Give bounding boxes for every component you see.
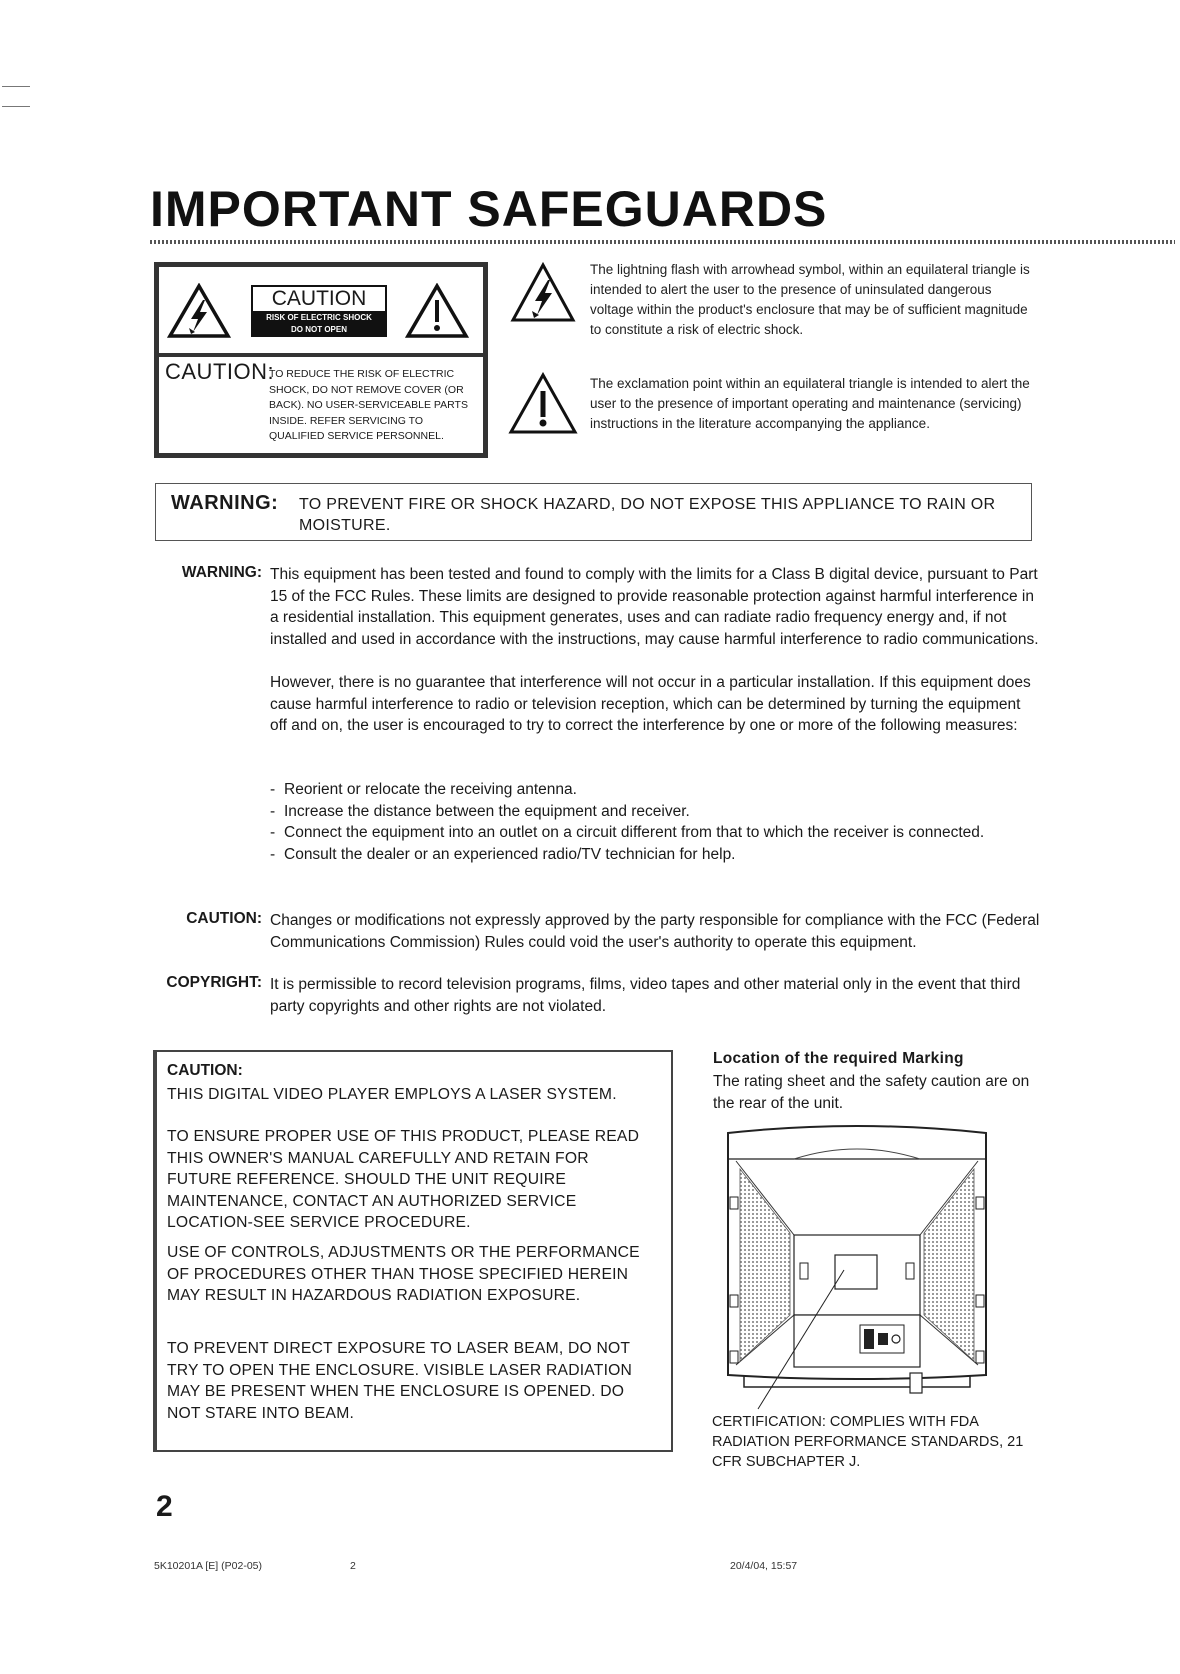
laser-caution-heading: CAUTION: xyxy=(167,1062,243,1079)
laser-caution-box xyxy=(153,1050,673,1452)
warning-box xyxy=(155,483,1032,541)
scan-mark xyxy=(2,86,30,87)
list-item: - Increase the distance between the equipment and receiver. xyxy=(270,802,690,820)
lightning-symbol-description: The lightning flash with arrowhead symbol, within an equilateral triangle is intended to alert the user to the presence of uninsulated dangerous voltage within the product's enclosure that may be of sufficient magnitude to constitute a risk of electric shock. xyxy=(590,262,1030,337)
certification-text: CERTIFICATION: COMPLIES WITH FDA RADIATION PERFORMANCE STANDARDS, 21 CFR SUBCHAPTER J. xyxy=(712,1414,1024,1470)
footer-datetime: 20/4/04, 15:57 xyxy=(730,1560,798,1572)
page-number: 2 xyxy=(156,1490,173,1523)
caution-badge-band xyxy=(251,312,387,337)
page-title: IMPORTANT SAFEGUARDS xyxy=(150,181,828,237)
exclamation-triangle-icon xyxy=(405,283,469,339)
fcc-warning-paragraph-2: However, there is no guarantee that interference will not occur in a particular installation. If this equipment does cause harmful interference to radio or television reception, which can be determined by turning the equipment off and on, the user is encouraged to try to correct the interference by one or more of the following measures: xyxy=(270,674,1031,735)
location-text: The rating sheet and the safety caution are on the rear of the unit. xyxy=(713,1073,1030,1112)
copyright-text: It is permissible to record television programs, films, video tapes and other material only in the event that third party copyrights and other rights are not violated. xyxy=(270,976,1021,1015)
list-item: - Reorient or relocate the receiving antenna. xyxy=(270,781,577,798)
exclamation-symbol-icon xyxy=(508,372,578,436)
fcc-warning-paragraph-1: This equipment has been tested and found to comply with the limits for a Class B digital device, pursuant to Part 15 of the FCC Rules. These limits are designed to provide reasonable protection against harmful interference in a residential installation. This equipment generates, uses and can radiate radio frequency energy and, if not installed and used in accordance with the instructions, may cause harmful interference to radio communications. xyxy=(270,566,1039,648)
warning-box-text: TO PREVENT FIRE OR SHOCK HAZARD, DO NOT EXPOSE THIS APPLIANCE TO RAIN OR MOISTURE. xyxy=(299,496,996,534)
tv-rear-diagram xyxy=(724,1125,990,1410)
caution-label-box xyxy=(154,262,488,458)
laser-caution-paragraph-2: TO ENSURE PROPER USE OF THIS PRODUCT, PLEASE READ THIS OWNER'S MANUAL CAREFULLY AND RETAIN FOR FUTURE REFERENCE. SHOULD THE UNIT REQUIRE MAINTENANCE, CONTACT AN AUTHORIZED SERVICE LOCATION-SEE SERVICE PROCEDURE. xyxy=(167,1128,640,1232)
footer-page: 2 xyxy=(350,1560,356,1572)
list-item: - Consult the dealer or an experienced radio/TV technician for help. xyxy=(270,845,736,863)
warning-box-label: WARNING: xyxy=(171,492,279,514)
fcc-measures-list xyxy=(270,779,1030,865)
lightning-triangle-icon xyxy=(167,283,231,339)
exclamation-symbol-description: The exclamation point within an equilateral triangle is intended to alert the user to the presence of important operating and maintenance (servicing) instructions in the literature accompanying the appliance. xyxy=(590,376,1030,431)
caution-body: TO REDUCE THE RISK OF ELECTRIC SHOCK, DO NOT REMOVE COVER (OR BACK). NO USER-SERVICEABLE PARTS INSIDE. REFER SERVICING TO QUALIFIED SERVICE PERSONNEL. xyxy=(269,368,468,442)
caution-badge-word: CAUTION xyxy=(251,285,387,313)
lightning-symbol-icon xyxy=(510,262,576,324)
laser-caution-paragraph-1: THIS DIGITAL VIDEO PLAYER EMPLOYS A LASER SYSTEM. xyxy=(167,1086,617,1103)
caution-badge-line-1: RISK OF ELECTRIC SHOCK xyxy=(266,313,372,322)
caution-note-text: Changes or modifications not expressly approved by the party responsible for compliance with the FCC (Federal Communications Commission) Rules could void the user's authority to operate this equipment. xyxy=(270,912,1040,951)
footer-doc-code: 5K10201A [E] (P02-05) xyxy=(154,1560,262,1572)
laser-caution-paragraph-3: USE OF CONTROLS, ADJUSTMENTS OR THE PERFORMANCE OF PROCEDURES OTHER THAN THOSE SPECIFIED HEREIN MAY RESULT IN HAZARDOUS RADIATION EXPOSURE. xyxy=(167,1244,640,1305)
laser-caution-paragraph-4: TO PREVENT DIRECT EXPOSURE TO LASER BEAM, DO NOT TRY TO OPEN THE ENCLOSURE. VISIBLE LASER RADIATION MAY BE PRESENT WHEN THE ENCLOSURE IS OPENED. DO NOT STARE INTO BEAM. xyxy=(167,1340,633,1422)
caution-caption: CAUTION: xyxy=(165,359,275,384)
caution-badge xyxy=(251,285,387,337)
scan-mark xyxy=(2,106,30,107)
location-heading: Location of the required Marking xyxy=(713,1050,964,1067)
caution-label-header xyxy=(159,267,483,357)
title-rule xyxy=(150,240,1175,244)
copyright-label: COPYRIGHT: xyxy=(166,974,262,991)
caution-note-label: CAUTION: xyxy=(186,910,262,927)
fcc-warning-label: WARNING: xyxy=(181,564,262,581)
caution-badge-line-2: DO NOT OPEN xyxy=(290,325,347,334)
list-item: - Connect the equipment into an outlet on a circuit different from that to which the receiver is connected. xyxy=(270,824,985,842)
